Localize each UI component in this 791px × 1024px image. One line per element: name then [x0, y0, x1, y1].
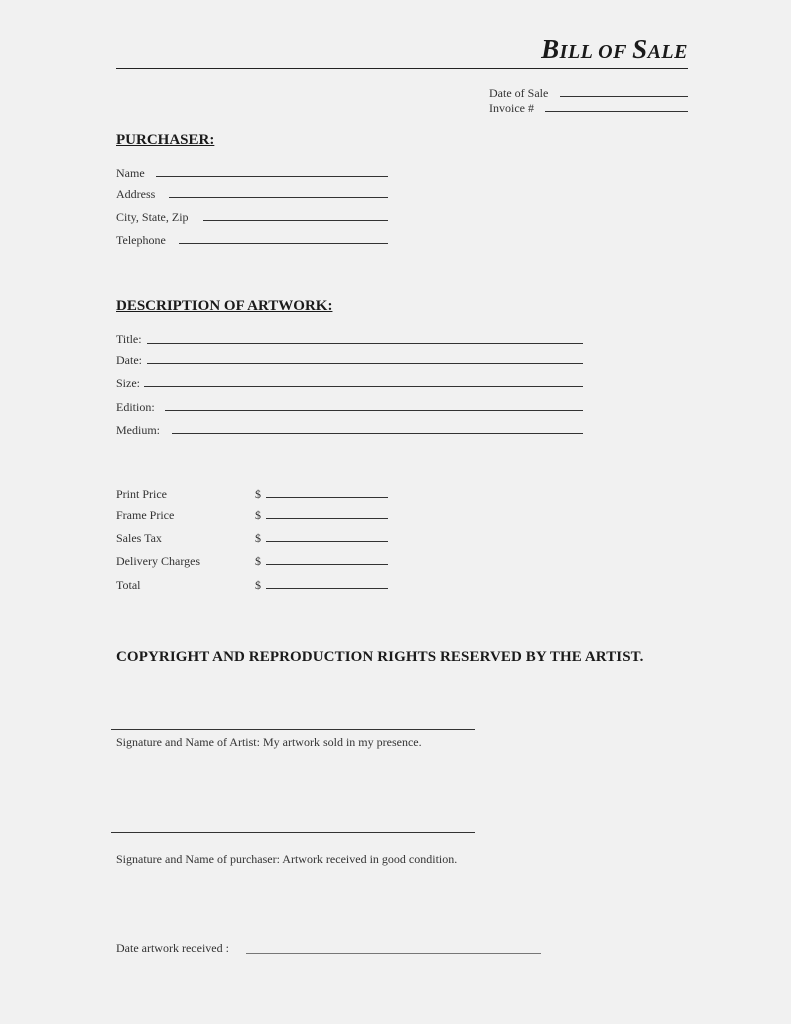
artwork-title-label: Title: — [116, 332, 142, 346]
purchaser-telephone-label: Telephone — [116, 233, 166, 247]
date-of-sale-label: Date of Sale — [489, 86, 549, 100]
frame-price-label: Frame Price — [116, 508, 175, 522]
purchaser-name-label: Name — [116, 166, 145, 180]
purchaser-name-field[interactable] — [156, 176, 388, 177]
delivery-charges-currency: $ — [255, 554, 261, 568]
artwork-edition-field[interactable] — [165, 410, 583, 411]
document-title: BILL OF SALE — [541, 34, 688, 64]
delivery-charges-field[interactable] — [266, 564, 388, 565]
print-price-currency: $ — [255, 487, 261, 501]
invoice-label: Invoice # — [489, 101, 534, 115]
sales-tax-label: Sales Tax — [116, 531, 162, 545]
purchaser-signature-field[interactable] — [111, 832, 475, 833]
artwork-heading: DESCRIPTION OF ARTWORK: — [116, 298, 333, 314]
date-of-sale-field[interactable] — [560, 96, 688, 97]
purchaser-city-state-zip-field[interactable] — [203, 220, 388, 221]
sales-tax-field[interactable] — [266, 541, 388, 542]
print-price-label: Print Price — [116, 487, 167, 501]
purchaser-signature-label: Signature and Name of purchaser: Artwork received in good condition. — [116, 852, 458, 866]
invoice-field[interactable] — [545, 111, 688, 112]
artist-signature-field[interactable] — [111, 729, 475, 730]
artwork-medium-field[interactable] — [172, 433, 583, 434]
frame-price-currency: $ — [255, 508, 261, 522]
frame-price-field[interactable] — [266, 518, 388, 519]
purchaser-address-field[interactable] — [169, 197, 388, 198]
date-received-label: Date artwork received : — [116, 941, 229, 955]
artwork-title-field[interactable] — [147, 343, 583, 344]
artwork-size-field[interactable] — [144, 386, 583, 387]
purchaser-heading: PURCHASER: — [116, 132, 215, 148]
title-rule — [116, 68, 688, 69]
purchaser-city-state-zip-label: City, State, Zip — [116, 210, 189, 224]
artwork-date-field[interactable] — [147, 363, 583, 364]
purchaser-telephone-field[interactable] — [179, 243, 388, 244]
artwork-edition-label: Edition: — [116, 400, 155, 414]
total-label: Total — [116, 578, 141, 592]
copyright-notice: COPYRIGHT AND REPRODUCTION RIGHTS RESERVED BY THE ARTIST. — [116, 649, 644, 665]
delivery-charges-label: Delivery Charges — [116, 554, 201, 568]
artwork-size-label: Size: — [116, 376, 140, 390]
total-currency: $ — [255, 578, 261, 592]
date-received-field[interactable] — [246, 953, 541, 954]
artwork-date-label: Date: — [116, 353, 142, 367]
artwork-medium-label: Medium: — [116, 423, 160, 437]
total-field[interactable] — [266, 588, 388, 589]
purchaser-address-label: Address — [116, 187, 156, 201]
artist-signature-label: Signature and Name of Artist: My artwork sold in my presence. — [116, 735, 422, 749]
print-price-field[interactable] — [266, 497, 388, 498]
sales-tax-currency: $ — [255, 531, 261, 545]
